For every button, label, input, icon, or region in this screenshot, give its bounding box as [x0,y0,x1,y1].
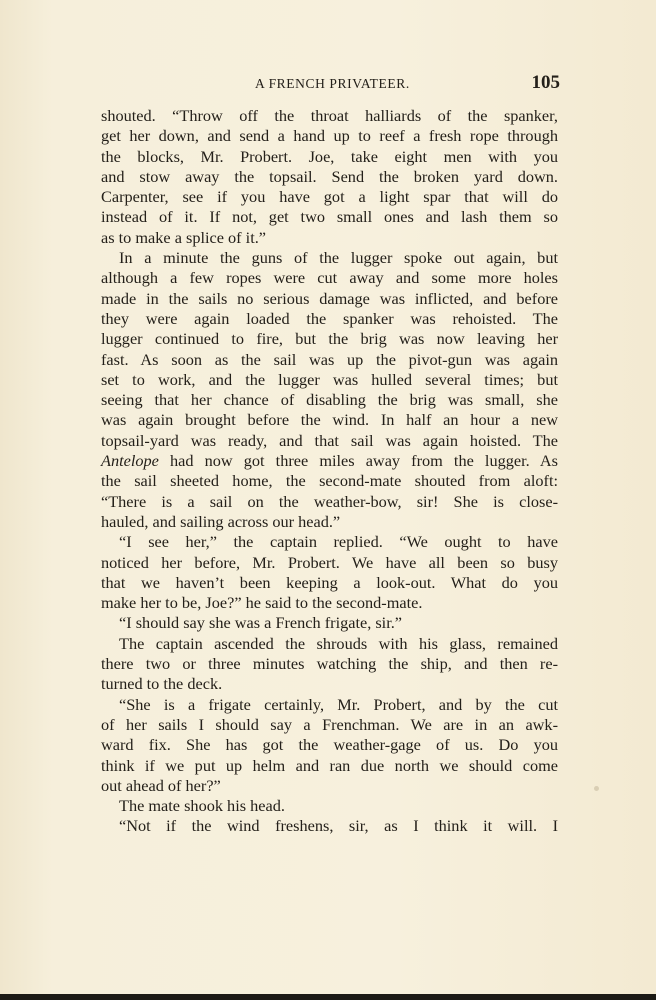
text-line: “Not if the wind freshens, sir, as I think it will. I [119,816,558,836]
text-line: the blocks, Mr. Probert. Joe, take eight men with you [101,146,558,166]
text-line: fast. As soon as the sail was up the pivot-gun was again [101,349,558,369]
text-line: “There is a sail on the weather-bow, sir! She is close- [101,491,558,511]
text-line: lugger continued to fire, but the brig was now leaving her [101,329,558,349]
text-line: that we haven’t been keeping a look-out. What do you [101,572,558,592]
text-line: The captain ascended the shrouds with his glass, remained [119,633,558,653]
text-line: Carpenter, see if you have got a light spar that will do [101,187,558,207]
text-line: think if we put up helm and ran due north we should come [101,755,558,775]
text-line: The mate shook his head. [119,796,285,816]
line-text: had now got three miles away from the lugger. As [158,451,558,471]
text-line: there two or three minutes watching the ship, and then re- [101,654,558,674]
text-line: “I see her,” the captain replied. “We ought to have [119,532,558,552]
text-line: and stow away the topsail. Send the broken yard down. [101,166,558,186]
text-line: turned to the deck. [101,674,223,694]
text-line: as to make a splice of it.” [101,227,267,247]
text-line: seeing that her chance of disabling the brig was small, she [101,390,558,410]
text-line: “She is a frigate certainly, Mr. Probert, and by the cut [119,694,558,714]
text-line: topsail-yard was ready, and that sail was again hoisted. The [101,430,558,450]
text-line: make her to be, Joe?” he said to the second-mate. [101,593,423,613]
text-line: set to work, and the lugger was hulled several times; but [101,369,558,389]
text-line: ward fix. She has got the weather-gage of us. Do you [101,735,558,755]
running-title: A FRENCH PRIVATEER. [255,76,410,91]
text-line: was again brought before the wind. In half an hour a new [101,410,558,430]
text-line: instead of it. If not, get two small ones and lash them so [101,207,558,227]
ship-name: Antelope [101,451,159,471]
text-line: In a minute the guns of the lugger spoke out again, but [119,248,558,268]
text-line: hauled, and sailing across our head.” [101,511,341,531]
text-line: shouted. “Throw off the throat halliards of the spanker, [101,106,558,125]
text-line: out ahead of her?” [101,775,221,795]
text-line: although a few ropes were cut away and some more holes [101,268,558,288]
page-bottom-edge [0,994,656,1000]
text-line: get her down, and send a hand up to reef a fresh rope through [101,126,558,146]
paper-speck [594,786,599,791]
body-text [101,106,558,837]
page-number: 105 [531,72,560,93]
text-line: they were again loaded the spanker was rehoisted. The [101,308,558,328]
text-line: made in the sails no serious damage was inflicted, and before [101,288,558,308]
text-line: the sail sheeted home, the second-mate shouted from aloft: [101,471,558,491]
running-head [100,72,560,98]
text-line: of her sails I should say a Frenchman. We are in an awk- [101,714,558,734]
text-line: “I should say she was a French frigate, sir.” [119,613,403,633]
text-line: noticed her before, Mr. Probert. We have all been so busy [101,552,558,572]
text-line [101,451,558,471]
